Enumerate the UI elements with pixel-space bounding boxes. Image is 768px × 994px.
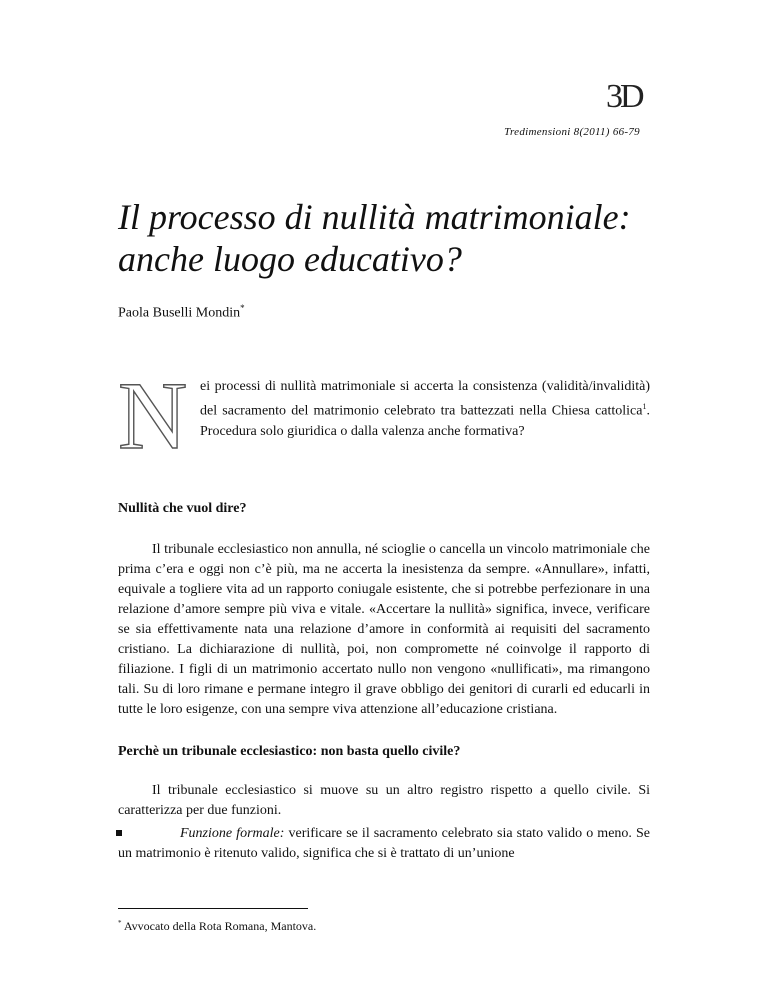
abstract-text: ei processi di nullità matrimoniale si accerta la consistenza (validità/invalidità) del sacramento del matrimonio celebrato tra battezzati nella Chiesa cattolica: [200, 379, 650, 419]
section-heading-2: Perchè un tribunale ecclesiastico: non basta quello civile?: [118, 744, 461, 759]
section-2-paragraph: Il tribunale ecclesiastico si muove su un altro registro rispetto a quello civile. Si caratterizza per due funzioni.: [118, 783, 650, 818]
bullet-text: verificare se il sacramento celebrato sia stato valido o meno. Se un matrimonio è ritenuto valido, significa che si è trattato di un’unione: [118, 826, 650, 861]
footnote-reference[interactable]: 1: [642, 402, 647, 411]
journal-logo: 3D: [606, 78, 642, 115]
abstract: [200, 377, 650, 442]
footnote: [118, 919, 316, 934]
journal-reference: Tredimensioni 8(2011) 66-79: [504, 126, 640, 138]
title-line-2: anche luogo educativo?: [118, 239, 462, 279]
footnote-divider: [118, 908, 308, 909]
section-heading-1: Nullità che vuol dire?: [118, 501, 247, 516]
bullet-label: Funzione formale:: [180, 826, 285, 841]
footnote-mark: *: [118, 919, 122, 927]
article-title: [118, 196, 678, 280]
section-1-paragraph: Il tribunale ecclesiastico non annulla, né scioglie o cancella un vincolo matrimoniale che prima c’era e oggi non c’è più, ma ne accerta la inesistenza da sempre. «Annullare», infatti, equivale a togliere vita ad un rapporto coniugale esistente, che si potrebbe perfezionare in una relazione d’amore sempre più viva e vitale. «Accertare la nullità» significa, invece, verificare se sia effettivamente nata una relazione d’amore in conformità ai requisiti del sacramento cristiano. La dichiarazione di nullità, poi, non compromette né coinvolge il rapporto di filiazione. I figli di un matrimonio accertato nullo non vengono «nullificati», ma rimangono tali. Su di loro rimane e permane integro il grave obbligo dei genitori di curarli ed educarli in tutte le loro esigenze, con una sempre viva attenzione all’educazione cristiana.: [118, 542, 650, 717]
bullet-item: [118, 824, 650, 864]
footnote-text: Avvocato della Rota Romana, Mantova.: [121, 919, 317, 933]
drop-cap: N: [118, 362, 188, 469]
author-footnote-mark: *: [240, 303, 245, 313]
author-text: Paola Buselli Mondin: [118, 305, 241, 321]
abstract-tail: . Procedura solo giuridica o dalla valenza anche formativa?: [200, 403, 650, 439]
author-name: [118, 303, 245, 322]
title-line-1: Il processo di nullità matrimoniale:: [118, 197, 631, 237]
